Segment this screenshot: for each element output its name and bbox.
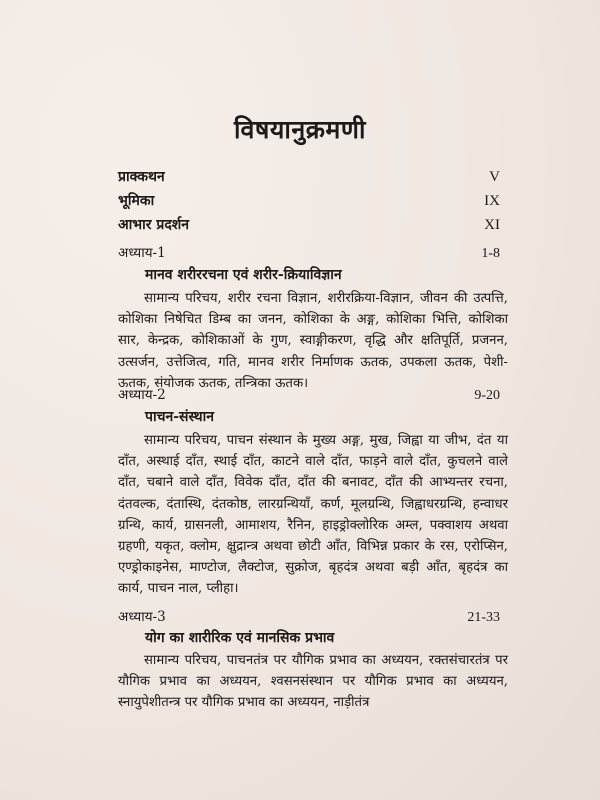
chapter-title: योग का शारीरिक एवं मानसिक प्रभाव bbox=[145, 630, 335, 646]
chapter-title: मानव शरीररचना एवं शरीर-क्रियाविज्ञान bbox=[145, 267, 342, 283]
chapter-title: पाचन-संस्थान bbox=[145, 409, 215, 425]
toc-entry-page: XI bbox=[484, 217, 500, 233]
chapter-heading bbox=[118, 385, 500, 404]
chapter-contents-text: सामान्य परिचय, पाचनतंत्र पर यौगिक प्रभाव का अध्ययन, रक्तसंचारतंत्र पर यौगिक प्रभाव का अध्ययन, श्वसनसंस्थान पर यौगिक प्रभाव का अध्ययन, स्नायुपेशीतन्त्र पर यौगिक प्रभाव का अध्ययन, नाड़ीतंत्र bbox=[118, 653, 508, 711]
chapter-label: अध्याय-1 bbox=[118, 245, 166, 261]
page-title: विषयानुक्रमणी bbox=[234, 115, 366, 144]
toc-entry-label: आभार प्रदर्शन bbox=[118, 217, 190, 233]
toc-entry-page: V bbox=[489, 169, 500, 185]
chapter-pages: 9-20 bbox=[474, 388, 500, 403]
toc-entry-page: IX bbox=[484, 193, 500, 209]
toc-entry-preface bbox=[118, 167, 500, 186]
chapter-label: अध्याय-3 bbox=[118, 609, 166, 625]
chapter-label: अध्याय-2 bbox=[118, 387, 166, 403]
toc-entry-introduction bbox=[118, 191, 500, 210]
toc-entry-label: भूमिका bbox=[118, 193, 155, 209]
chapter-heading bbox=[118, 607, 500, 626]
chapter-contents bbox=[118, 430, 508, 600]
chapter-contents-text: सामान्य परिचय, शरीर रचना विज्ञान, शरीरक्रिया-विज्ञान, जीवन की उत्पत्ति, कोशिका निषेचित डिम्ब का जनन, कोशिका के अङ्ग, कोशिका भित्ति, कोशिका सार, केन्द्रक, कोशिकाओं के गुण, स्वाङ्गीकरण, वृद्धि और क्षतिपूर्ति, प्रजनन, उत्सर्जन, उत्तेजित्व, गति, मानव शरीर निर्माणक ऊतक, उपकला ऊतक, पेशी-ऊतक, संयोजक ऊतक, तन्त्रिका ऊतक। bbox=[118, 291, 508, 391]
chapter-contents-text: सामान्य परिचय, पाचन संस्थान के मुख्य अङ्ग, मुख, जिह्वा या जीभ, दंत या दाँत, अस्थाई दाँत, स्थाई दाँत, काटने वाले दाँत, फाड़ने वाले दाँत, कुचलने वाले दाँत, चबाने वाले दाँत, विवेक दाँत, दाँत की बनावट, दाँत की आभ्यन्तर रचना, दंतवल्क, दंतास्थि, दंतकोष्ठ, लारग्रन्थियाँ, कर्ण, मूलग्रन्थि, जिह्वाधरग्रन्थि, हन्वाधर ग्रन्थि, कार्य, ग्रासनली, आमाशय, रैनिन, हाइड्रोक्लोरिक अम्ल, पक्वाशय अथवा ग्रहणी, यकृत, क्लोम, क्षुद्रान्त्र अथवा छोटी आँत, विभिन्न प्रकार के रस, एरोप्सिन, एण्ड्रोकाइनेस, माण्टोज, लैक्टोज, सुक्रोज, बृहदंत्र अथवा बड़ी आँत, बृहदंत्र का कार्य, पाचन नाल, प्लीहा। bbox=[118, 433, 508, 597]
chapter-heading bbox=[118, 243, 500, 262]
chapter-pages: 21-33 bbox=[467, 610, 500, 625]
chapter-pages: 1-8 bbox=[481, 246, 500, 261]
chapter-contents bbox=[118, 288, 508, 394]
toc-entry-label: प्राक्कथन bbox=[118, 169, 165, 185]
chapter-contents bbox=[118, 650, 508, 714]
toc-entry-acknowledgement bbox=[118, 215, 500, 234]
